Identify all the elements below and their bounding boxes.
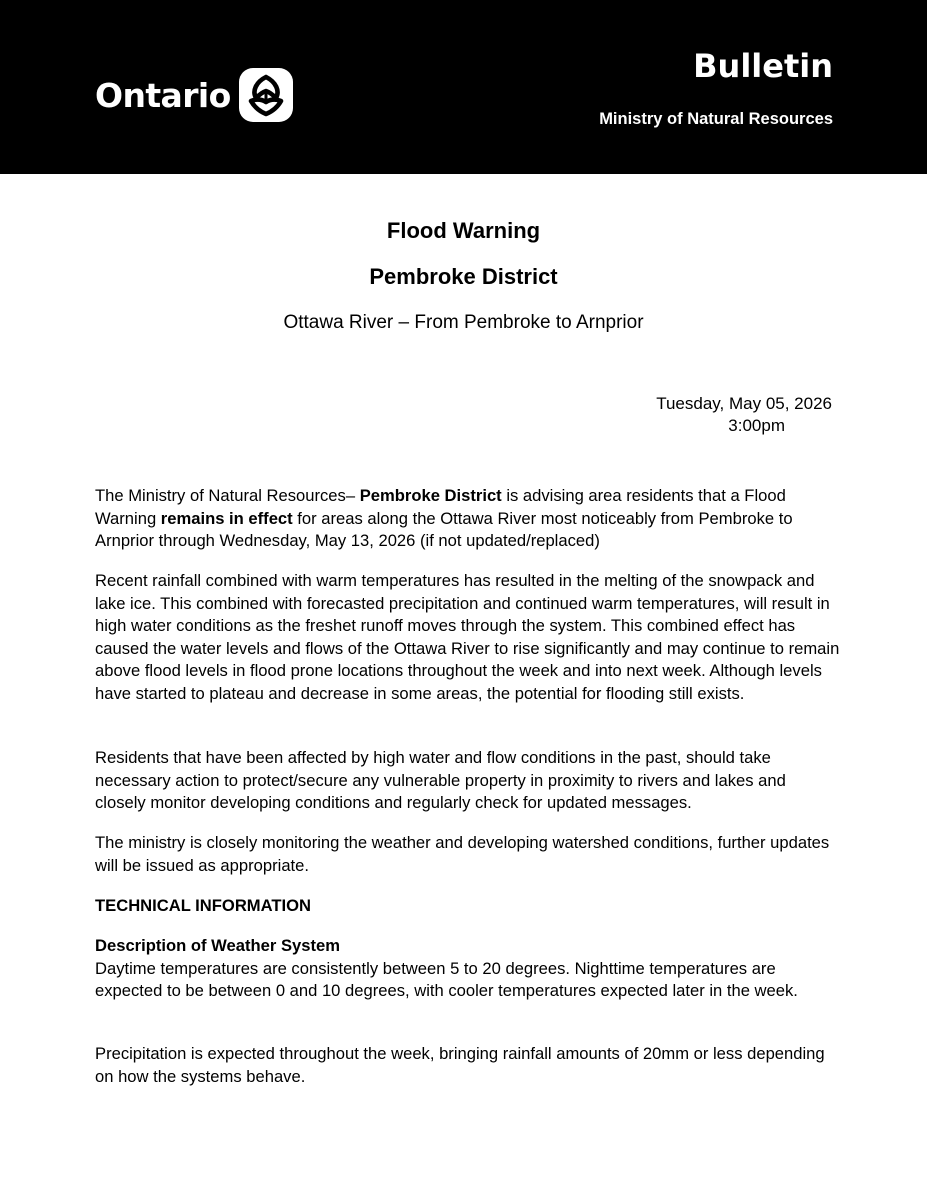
weather-text: Daytime temperatures are consistently between 5 to 20 degrees. Nighttime temperatures are expected to be between 0 and 10 degrees, with cooler temperatures expected later in the week. — [95, 958, 798, 1000]
precipitation-paragraph: Precipitation is expected throughout the week, bringing rainfall amounts of 20mm or less depending on how the systems behave. — [95, 1044, 825, 1086]
ministry-name: Ministry of Natural Resources — [599, 110, 833, 128]
district-title: Pembroke District — [369, 264, 558, 289]
warning-title: Flood Warning — [386, 218, 541, 243]
bulletin-header — [0, 0, 927, 174]
ontario-logo — [95, 68, 293, 122]
issue-datetime — [656, 393, 832, 437]
issue-date: Tuesday, May 05, 2026 — [656, 394, 832, 413]
bulletin-title: Bulletin — [693, 47, 833, 85]
conditions-paragraph: Recent rainfall combined with warm temperatures has resulted in the melting of the snowpack and lake ice. This combined with forecasted precipitation and continued warm temperatures, will result in high water conditions as the freshet runoff moves through the system. This combined effect has caused the water levels and flows of the Ottawa River to rise significantly and may continue to remain above flood levels in flood prone locations throughout the week and into next week. Although levels have started to plateau and decrease in some areas, the potential for flooding still exists. — [95, 571, 840, 703]
river-subtitle: Ottawa River – From Pembroke to Arnprior — [283, 312, 644, 333]
intro-text-2: is advising area residents that a Flood Warning — [95, 486, 786, 528]
intro-text-3: for areas along the Ottawa River most noticeably from Pembroke to Arnprior through Wednesday, May 13, 2026 (if not updated/replaced) — [95, 508, 793, 550]
intro-text-1: The Ministry of Natural Resources– — [95, 486, 360, 505]
monitoring-paragraph: The ministry is closely monitoring the weather and developing watershed conditions, further updates will be issued as appropriate. — [95, 833, 830, 875]
intro-paragraph — [95, 485, 840, 553]
weather-heading: Description of Weather System — [95, 936, 340, 955]
trillium-icon — [239, 68, 293, 122]
intro-bold-district: Pembroke District — [359, 486, 502, 505]
technical-heading: TECHNICAL INFORMATION — [95, 896, 312, 915]
ontario-logo-text: Ontario — [95, 75, 231, 115]
residents-paragraph: Residents that have been affected by high water and flow conditions in the past, should take necessary action to protect/secure any vulnerable property in proximity to rivers and lakes and closely monitor developing conditions and regularly check for updated messages. — [95, 748, 786, 812]
issue-time: 3:00pm — [728, 416, 785, 435]
intro-bold-status: remains in effect — [160, 508, 293, 528]
weather-section — [95, 935, 840, 1003]
